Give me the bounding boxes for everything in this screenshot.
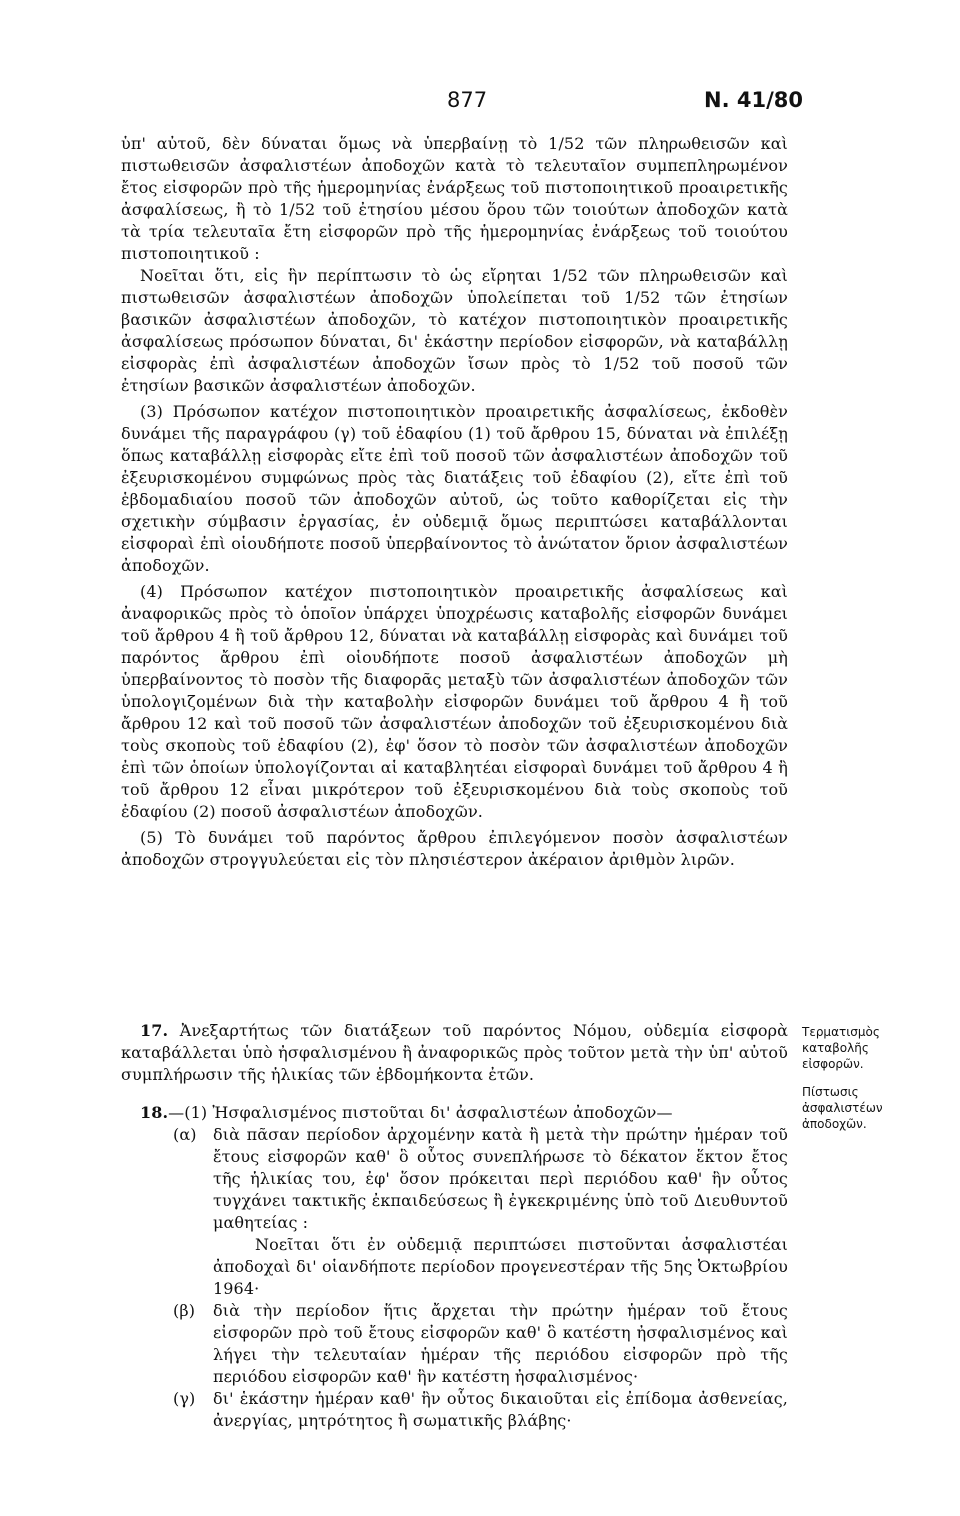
page-number: 877 <box>447 88 488 112</box>
subsection-4: (4) Πρόσωπον κατέχον πιστοποιητικὸν προαιρετικῆς ἀσφαλίσεως καὶ ἀναφορικῶς πρὸς τὸ ὁποῖον ὑπάρχει ὑποχρέωσις καταβολῆς εἰσφορῶν δυνάμει τοῦ ἄρθρου 4 ἢ τοῦ ἄρθρου 12, δύναται νὰ καταβάλλῃ εἰσφορὰς καὶ δυνάμει τοῦ παρόντος ἄρθρου ἐπὶ οἱουδήποτε ποσοῦ ἀσφαλιστέων ἀποδοχῶν μὴ ὑπερβαίνοντος τὸ ποσὸν τῆς διαφορᾶς μεταξὺ τῶν ἀσφαλιστέων ἀποδοχῶν τῶν ὑπολογιζομένων διὰ τὴν καταβολὴν εἰσφορῶν δυνάμει τοῦ ἄρθρου 4 ἢ τοῦ ἄρθρου 12 καὶ τοῦ ποσοῦ τῶν ἀσφαλιστέων ἀποδοχῶν τοῦ ἐξευρισκομένου διὰ τοὺς σκοποὺς τοῦ ἐδαφίου (2), ἐφ' ὅσον τὸ ποσὸν τῶν ἀσφαλιστέων ἀποδοχῶν ἐπὶ τῶν ὁποίων ὑπολογίζονται αἱ καταβλητέαι εἰσφοραὶ δυνάμει τοῦ ἄρθρου 4 ἢ τοῦ ἄρθρου 12 εἶναι μικρότερον τοῦ ἐξευρισκομένου διὰ τοὺς σκοποὺς τοῦ ἐδαφίου (2) ποσοῦ ἀσφαλιστέων ἀποδοχῶν. <box>121 582 788 821</box>
section-18 <box>121 1102 788 1432</box>
section-18-proviso: Νοεῖται ὅτι ἐν οὐδεμιᾷ περιπτώσει πιστοῦνται ἀσφαλιστέαι ἀποδοχαὶ δι' οἱανδήποτε περίοδον προγενεστέραν τῆς 5ης Ὀκτωβρίου 1964· <box>213 1235 788 1298</box>
item-text: διὰ πᾶσαν περίοδον ἀρχομένην κατὰ ἢ μετὰ τὴν πρώτην ἡμέραν τοῦ ἔτους εἰσφορῶν καθ' ὃ οὗτος συνεπλήρωσε τὸ δέκατον ἕκτον ἔτος τῆς ἡλικίας του, ἐφ' ὅσον πρόκειται περὶ περιόδου καθ' ἣν οὗτος τυγχάνει τακτικῆς ἐκπαιδεύσεως ἢ ἐγκεκριμένης ὑπὸ τοῦ Διευθυντοῦ μαθητείας : <box>213 1125 788 1232</box>
item-marker: (γ) <box>173 1389 196 1408</box>
list-item <box>121 1388 788 1432</box>
paragraph-proviso: Νοεῖται ὅτι, εἰς ἣν περίπτωσιν τὸ ὡς εἴρηται 1/52 τῶν πληρωθεισῶν καὶ πιστωθεισῶν ἀσφαλιστέων ἀποδοχῶν ὑπολείπεται τοῦ 1/52 τῶν ἐτησίων βασικῶν ἀσφαλιστέων ἀποδοχῶν, τὸ κατέχον πιστοποιητικὸν προαιρετικῆς ἀσφαλίσεως πρόσωπον δύναται, δι' ἑκάστην περίοδον εἰσφορῶν, νὰ καταβάλλῃ εἰσφορὰς ἐπὶ ἀσφαλιστέων ἀποδοχῶν ἴσων πρὸς τὸ 1/52 τοῦ ποσοῦ τῶν ἐτησίων βασικῶν ἀσφαλιστέων ἀποδοχῶν. <box>121 266 788 395</box>
subsection-5: (5) Τὸ δυνάμει τοῦ παρόντος ἄρθρου ἐπιλεγόμενον ποσὸν ἀσφαλιστέων ἀποδοχῶν στρογγυλεύεται εἰς τὸν πλησιέστερον ἀκέραιον ἀριθμὸν λιρῶν. <box>121 828 788 869</box>
item-text: διὰ τὴν περίοδον ἥτις ἄρχεται τὴν πρώτην ἡμέραν τοῦ ἔτους εἰσφορῶν πρὸ τοῦ ἔτους εἰσφορῶν καθ' ὃ κατέστη ἠσφαλισμένος καὶ λήγει τὴν τελευταίαν ἡμέραν τῆς περιόδου εἰσφορῶν πρὸ τῆς περιόδου εἰσφορῶν καθ' ἣν κατέστη ἠσφαλισμένος· <box>213 1301 788 1386</box>
margin-note-18: Πίστωσις ἀσφαλιστέων ἀποδοχῶν. <box>802 1085 883 1131</box>
body-text-upper <box>121 133 788 871</box>
section-17-number: 17. <box>140 1021 169 1040</box>
margin-note-17: Τερματισμὸς καταβολῆς εἰσφορῶν. <box>802 1025 880 1071</box>
section-18-number: 18. <box>140 1103 169 1122</box>
subsection-3: (3) Πρόσωπον κατέχον πιστοποιητικὸν προαιρετικῆς ἀσφαλίσεως, ἐκδοθὲν δυνάμει τῆς παραγράφου (γ) τοῦ ἐδαφίου (1) τοῦ ἄρθρου 15, δύναται νὰ ἐπιλέξῃ ὅπως καταβάλλῃ εἰσφορὰς εἴτε ἐπὶ τοῦ ποσοῦ τῶν ἀσφαλιστέων ἀποδοχῶν τοῦ ἐξευρισκομένου συμφώνως πρὸς τὰς διατάξεις τοῦ ἐδαφίου (2), εἴτε ἐπὶ τοῦ ἑβδομαδιαίου ποσοῦ τῶν ἀποδοχῶν αὐτοῦ, ὡς τοῦτο καθορίζεται εἰς τὴν σχετικὴν σύμβασιν ἐργασίας, ἐν οὐδεμιᾷ ὅμως περιπτώσει καταβάλλονται εἰσφοραὶ ἐπὶ οἱουδήποτε ποσοῦ ὑπερβαίνοντος τὸ ἀνώτατον ὅριον ἀσφαλιστέων ἀποδοχῶν. <box>121 402 788 575</box>
section-17-text: Ἀνεξαρτήτως τῶν διατάξεων τοῦ παρόντος Νόμου, οὐδεμία εἰσφορὰ καταβάλλεται ὑπὸ ἠσφαλισμένου ἢ ἀναφορικῶς πρὸς τοῦτον μετὰ τὴν ὑπ' αὐτοῦ συμπλήρωσιν τῆς ἡλικίας τῶν ἑβδομήκοντα ἐτῶν. <box>121 1021 789 1084</box>
paragraph-continuation: ὑπ' αὐτοῦ, δὲν δύναται ὅμως νὰ ὑπερβαίνῃ τὸ 1/52 τῶν πληρωθεισῶν καὶ πιστωθεισῶν ἀσφαλιστέων ἀποδοχῶν κατὰ τὸ τελευταῖον συμπεπληρωμένον ἔτος εἰσφορῶν πρὸ τῆς ἡμερομηνίας ἐνάρξεως τοῦ πιστοποιητικοῦ προαιρετικῆς ἀσφαλίσεως, ἢ τὸ 1/52 τοῦ ἐτησίου μέσου ὅρου τῶν τοιούτων ἀποδοχῶν κατὰ τὰ τρία τελευταῖα ἔτη εἰσφορῶν πρὸ τῆς ἡμερομηνίας ἐνάρξεως τοῦ τοιούτου πιστοποιητικοῦ : <box>121 134 788 263</box>
item-marker: (β) <box>173 1301 196 1320</box>
item-text: δι' ἑκάστην ἡμέραν καθ' ἣν οὗτος δικαιοῦται εἰς ἐπίδομα ἀσθενείας, ἀνεργίας, μητρότητος ἢ σωματικῆς βλάβης· <box>213 1389 788 1430</box>
item-marker: (α) <box>173 1125 197 1144</box>
law-number: Ν. 41/80 <box>704 88 803 112</box>
section-18-intro: —(1) Ἠσφαλισμένος πιστοῦται δι' ἀσφαλιστέων ἀποδοχῶν— <box>168 1103 673 1122</box>
page-header <box>0 88 960 118</box>
section-17 <box>121 1020 788 1086</box>
list-item <box>121 1300 788 1388</box>
list-item <box>121 1124 788 1234</box>
